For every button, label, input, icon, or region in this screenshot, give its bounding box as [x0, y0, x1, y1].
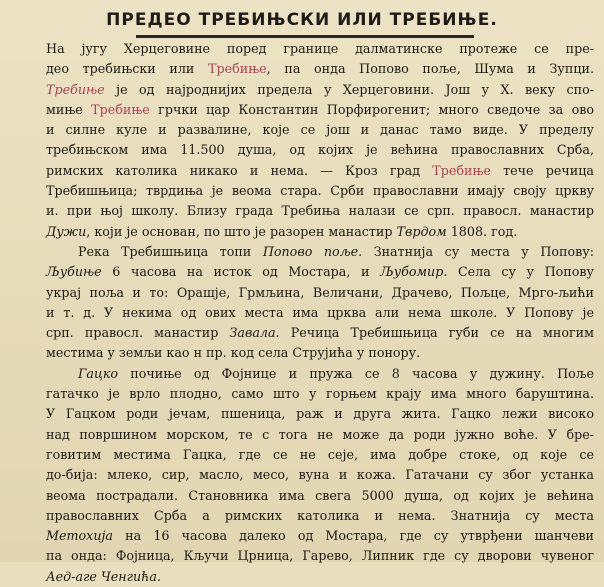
text-segment: Требиње [46, 81, 105, 97]
text-segment: Тврдом [396, 223, 447, 239]
text-line-24 [46, 506, 594, 526]
text-line-6 [46, 140, 594, 160]
text-segment: На југу Херцеговине поред границе далматинске протеже се пре- [46, 41, 594, 56]
text-line-17 [46, 364, 594, 384]
text-segment: и силне куле и развалине, које се још и данас тамо виде. У пределу [46, 122, 594, 138]
text-segment: је од најроднијих предела у Херцеговини. Још у X. веку спо- [104, 81, 594, 97]
text-segment: и. при њој школу. Близу града Требиња налази се срп. правосл. манастир [46, 203, 594, 219]
text-line-5 [46, 120, 594, 140]
text-segment: Дужи [46, 223, 87, 239]
text-segment: украј поља и то: Орашје, Грмљина, Величани, Драчево, Пољце, Мрго-љићи [46, 284, 594, 300]
text-segment: део требињски или [46, 61, 209, 77]
text-line-9 [46, 201, 594, 221]
text-line-7 [46, 161, 594, 181]
text-line-12 [46, 262, 594, 282]
text-segment: , који је основан, по што је разорен манастир [86, 223, 397, 239]
text-segment: грчки цар Константин Порфирогенит; много сведоче за ово [149, 101, 594, 117]
text-line-13 [46, 283, 594, 303]
text-segment: Требишњица; тврдиња је веома стара. Срби православни имају своју цркву [46, 183, 594, 199]
text-segment: тече речица [490, 162, 594, 178]
text-segment: Метохија [46, 528, 113, 544]
text-line-4 [46, 100, 594, 120]
text-segment: 6 часова на исток од Мостара, и [101, 264, 380, 280]
text-segment: местима у земљи као н пр. код села Струјића у понору. [46, 345, 421, 361]
article-body [46, 39, 594, 587]
text-segment: , па онда Попово поље, Шума и Зупци. [266, 61, 594, 77]
text-line-8 [46, 181, 594, 201]
title-underline [136, 35, 474, 38]
text-segment: миње [46, 101, 92, 117]
text-line-2 [46, 59, 594, 79]
text-segment: почиње од Фојнице и пружа се 8 часова у дужину. Поље [118, 365, 594, 381]
text-segment: У Гацком роди јечам, пшеница, раж и друга жита. Гацко лежи високо [46, 406, 594, 422]
text-segment: гатачко је врло плодно, само што у горњем крају има много баруштина. [46, 386, 594, 402]
text-segment: Требиње [432, 162, 491, 178]
text-line-3 [46, 80, 594, 100]
text-line-18 [46, 384, 594, 404]
text-segment: Знатнија су места у Попову: [362, 243, 594, 259]
text-segment: Завала. [229, 325, 280, 341]
text-line-20 [46, 425, 594, 445]
text-line-14 [46, 303, 594, 323]
text-segment: Гацко [78, 365, 119, 381]
text-line-23 [46, 486, 594, 506]
text-segment: Љубиње [46, 264, 102, 280]
text-segment: веома пострадали. Становника има свега 5000 душа, од којих је већина [46, 487, 594, 503]
text-segment: Требиње [208, 61, 267, 77]
text-segment: православних Срба a римских католика и нема. Знатнија су места [46, 507, 594, 523]
text-segment: срп. правосл. манастир [46, 325, 230, 341]
text-line-19 [46, 404, 594, 424]
text-segment: Аед-аге Ченгића. [46, 568, 161, 584]
text-line-27 [46, 567, 594, 587]
text-segment: Требиње [91, 101, 150, 117]
page-title: ПРЕДЕО ТРЕБИЊСКИ ИЛИ ТРЕБИЊЕ. [106, 10, 498, 30]
text-line-11 [46, 242, 594, 262]
text-segment: Попово поље. [262, 243, 363, 259]
text-segment: над површином морском, те с тога не може да роди јужно воће. У бре- [46, 426, 594, 442]
text-line-16 [46, 343, 594, 363]
text-segment: требињском има 11.500 душа, од којих је већина православних Срба, [46, 142, 594, 158]
text-line-25 [46, 526, 594, 546]
text-segment: 1808. год. [446, 223, 518, 239]
text-segment: Река Требишњица топи [78, 243, 263, 259]
text-segment: и т. д. У некима од ових места има црква али нема школе. У Попову је [46, 304, 594, 320]
text-segment: римских католика никако и нема. — Кроз град [46, 162, 433, 178]
text-segment: Љубомир. [380, 264, 448, 280]
text-line-22 [46, 465, 594, 485]
text-line-21 [46, 445, 594, 465]
text-segment: па онда: Фојница, Кључи Црница, Гарево, Липник где су дворови чувеног [46, 548, 594, 564]
text-segment: на 16 часова далеко од Мостара, где су утврђени шанчеви [113, 528, 594, 544]
text-segment: Села су у Попову [447, 264, 594, 280]
text-segment: до-бија: млеко, сир, масло, месо, вуна и кожа. Гатачани су због устанка [46, 467, 594, 483]
text-line-10 [46, 222, 594, 242]
text-segment: Речица Требишњица губи се на многим [279, 325, 594, 341]
text-segment: говитим местима Гацка, где се не сеје, има добре стоке, од које се [46, 446, 594, 462]
text-line-15 [46, 323, 594, 343]
text-line-1 [46, 39, 594, 59]
text-line-26 [46, 546, 594, 566]
